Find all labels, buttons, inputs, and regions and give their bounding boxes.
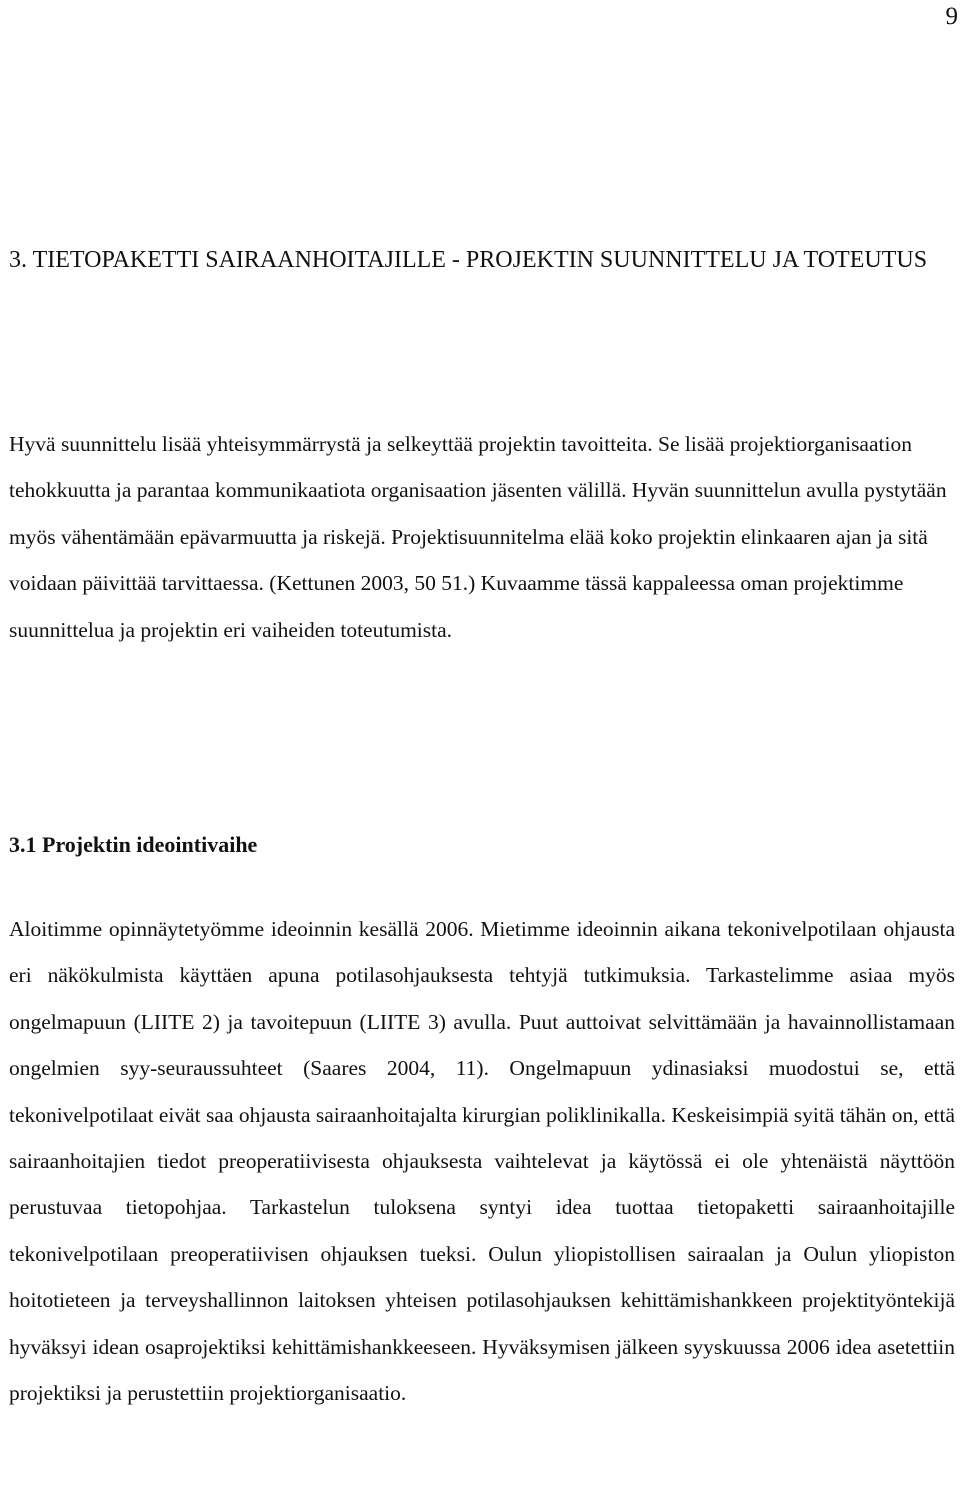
page-number: 9 [945, 3, 958, 30]
section-paragraph: Aloitimme opinnäytetyömme ideoinnin kesällä 2006. Mietimme ideoinnin aikana tekonivelpotilaan ohjausta eri näkökulmista käyttäen apuna potilasohjauksesta tehtyjä tutkimuksia. Tarkastelimme asiaa myös ongelmapuun (LIITE 2) ja tavoitepuun (LIITE 3) avulla. Puut auttoivat selvittämään ja havainnollistamaan ongelmien syy-seuraussuhteet (Saares 2004, 11). Ongelmapuun ydinasiaksi muodostui se, että tekonivelpotilaat eivät saa ohjausta sairaanhoitajalta kirurgian poliklinikalla. Keskeisimpiä syitä tähän on, että sairaanhoitajien tiedot preoperatiivisesta ohjauksesta vaihtelevat ja käytössä ei ole yhtenäistä näyttöön perustuvaa tietopohjaa. Tarkastelun tuloksena syntyi idea tuottaa tietopaketti sairaanhoitajille tekonivelpotilaan preoperatiivisen ohjauksen tueksi. Oulun yliopistollisen sairaalan ja Oulun yliopiston hoitotieteen ja terveyshallinnon laitoksen yhteisen potilasohjauksen kehittämishankkeen projektityöntekijä hyväksyi idean osaprojektiksi kehittämishankkeeseen. Hyväksymisen jälkeen syyskuussa 2006 idea asetettiin projektiksi ja perustettiin projektiorganisaatio. [9, 917, 955, 1406]
section-heading: 3.1 Projektin ideointivaihe [9, 832, 258, 857]
chapter-heading: 3. TIETOPAKETTI SAIRAANHOITAJILLE - PROJEKTIN SUUNNITTELU JA TOTEUTUS [9, 247, 928, 273]
intro-paragraph: Hyvä suunnittelu lisää yhteisymmärrystä ja selkeyttää projektin tavoitteita. Se lisää projektiorganisaation tehokkuutta ja parantaa kommunikaatiota organisaation jäsenten välillä. Hyvän suunnittelun avulla pystytään myös vähentämään epävarmuutta ja riskejä. Projektisuunnitelma elää koko projektin elinkaaren ajan ja sitä voidaan päivittää tarvittaessa. (Kettunen 2003, 50 51.) Kuvaamme tässä kappaleessa oman projektimme suunnittelua ja projektin eri vaiheiden toteutumista. [9, 432, 947, 642]
